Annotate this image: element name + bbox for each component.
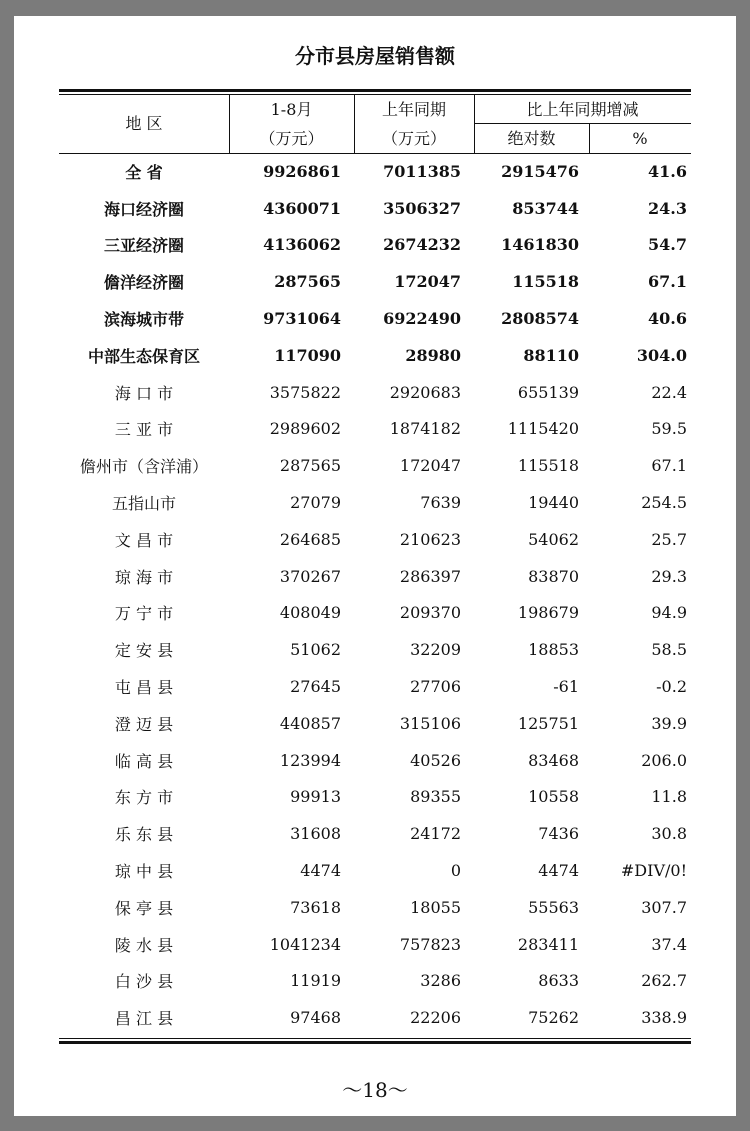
value-percent-change-cell: 67.1 [648,272,687,292]
table-row [59,631,691,668]
value-jan-aug-cell: 27079 [290,493,341,513]
value-prev-year-cell: 89355 [410,787,461,807]
value-percent-change-cell: 40.6 [648,309,687,329]
value-prev-year-cell: 18055 [410,897,461,917]
value-jan-aug-cell: 4474 [300,861,341,881]
top-rule-thin [59,94,691,95]
value-prev-year-cell: 32209 [410,640,461,660]
value-absolute-change-cell: 125751 [517,713,579,733]
value-absolute-change-cell: 54062 [528,529,579,549]
value-percent-change-cell: #DIV/0! [620,861,687,881]
table-row [59,190,691,227]
value-jan-aug-cell: 2989602 [269,419,341,439]
value-prev-year-cell: 3286 [420,971,461,991]
region-cell: 文 昌 市 [114,530,174,550]
region-cell: 海 口 市 [114,383,174,403]
region-cell: 陵 水 县 [114,935,174,955]
table-row [59,742,691,779]
region-cell: 琼 海 市 [114,567,174,587]
value-absolute-change-cell: 4474 [538,861,579,881]
value-prev-year-cell: 28980 [405,345,461,365]
value-absolute-change-cell: 83468 [528,750,579,770]
page-number: ～18～ [342,1078,408,1102]
region-cell: 儋洋经济圈 [103,273,184,293]
value-prev-year-cell: 24172 [410,824,461,844]
value-percent-change-cell: 94.9 [651,603,687,623]
value-absolute-change-cell: 2808574 [501,309,579,329]
value-jan-aug-cell: 11919 [290,971,341,991]
table-row [59,852,691,889]
value-absolute-change-cell: 655139 [517,382,579,402]
region-cell: 三 亚 市 [114,420,174,440]
value-prev-year-cell: 172047 [394,272,461,292]
region-cell: 琼 中 县 [114,862,174,882]
table-row [59,815,691,852]
value-percent-change-cell: 39.9 [651,713,687,733]
region-cell: 屯 昌 县 [114,678,174,698]
value-absolute-change-cell: 1461830 [501,235,579,255]
value-absolute-change-cell: 115518 [512,272,579,292]
region-cell: 海口经济圈 [103,199,184,219]
header-change: 比上年同期增减 [526,100,639,119]
value-jan-aug-cell: 287565 [279,456,341,476]
value-percent-change-cell: 37.4 [651,934,687,954]
top-rule-thick [59,89,691,92]
header-region: 地 区 [125,114,163,133]
region-cell: 保 亭 县 [114,898,174,918]
region-cell: 五指山市 [111,494,176,514]
value-jan-aug-cell: 97468 [290,1008,341,1028]
value-prev-year-cell: 22206 [410,1008,461,1028]
value-absolute-change-cell: 55563 [528,897,579,917]
value-prev-year-cell: 315106 [399,713,461,733]
value-prev-year-cell: 172047 [399,456,461,476]
bottom-rule-thick [59,1041,691,1044]
region-cell: 儋州市（含洋浦） [79,457,208,477]
table-title: 分市县房屋销售额 [295,44,455,68]
value-jan-aug-cell: 3575822 [269,382,341,402]
value-absolute-change-cell: 88110 [523,345,579,365]
table-row [59,374,691,411]
value-absolute-change-cell: 8633 [538,971,579,991]
value-percent-change-cell: 58.5 [651,640,687,660]
value-percent-change-cell: 254.5 [641,493,687,513]
value-absolute-change-cell: 853744 [512,198,579,218]
value-absolute-change-cell: -61 [553,677,579,697]
value-prev-year-cell: 2674232 [383,235,461,255]
value-absolute-change-cell: 83870 [528,566,579,586]
table-row [59,889,691,926]
value-percent-change-cell: 22.4 [651,382,687,402]
table-row [59,484,691,521]
value-prev-year-cell: 210623 [399,529,461,549]
value-jan-aug-cell: 4136062 [263,235,341,255]
value-percent-change-cell: 25.7 [651,529,687,549]
header-col2-line2: （万元） [381,129,446,148]
value-jan-aug-cell: 4360071 [263,198,341,218]
region-cell: 乐 东 县 [114,825,174,845]
value-jan-aug-cell: 123994 [279,750,341,770]
value-absolute-change-cell: 283411 [517,934,579,954]
table-row [59,337,691,374]
table-row [59,227,691,264]
value-percent-change-cell: 41.6 [648,161,687,181]
value-prev-year-cell: 2920683 [389,382,461,402]
table-row [59,521,691,558]
table-row [59,595,691,632]
region-cell: 东 方 市 [114,788,174,808]
value-prev-year-cell: 7011385 [383,161,461,181]
value-absolute-change-cell: 75262 [528,1008,579,1028]
bottom-rule-thin [59,1038,691,1039]
value-jan-aug-cell: 9731064 [263,309,341,329]
region-cell: 临 高 县 [114,751,174,771]
table-row [59,263,691,300]
value-absolute-change-cell: 1115420 [507,419,579,439]
value-jan-aug-cell: 408049 [279,603,341,623]
value-jan-aug-cell: 287565 [274,272,341,292]
header-col1-line2: （万元） [259,129,324,148]
region-cell: 定 安 县 [114,641,174,661]
region-cell: 澄 迈 县 [114,714,174,734]
header-col1-line1: 1-8月 [270,100,313,119]
table-row [59,153,691,190]
data-table-body [59,153,691,1036]
value-jan-aug-cell: 370267 [279,566,341,586]
value-percent-change-cell: 67.1 [651,456,687,476]
value-prev-year-cell: 286397 [399,566,461,586]
value-prev-year-cell: 27706 [410,677,461,697]
value-percent-change-cell: 54.7 [648,235,687,255]
table-row [59,668,691,705]
value-percent-change-cell: 29.3 [651,566,687,586]
header-percent: % [632,129,648,148]
value-jan-aug-cell: 264685 [279,529,341,549]
value-absolute-change-cell: 115518 [517,456,579,476]
value-percent-change-cell: -0.2 [656,677,687,697]
table-row [59,558,691,595]
header-col2-line1: 上年同期 [381,100,446,119]
value-percent-change-cell: 11.8 [651,787,687,807]
table-row [59,447,691,484]
table-row [59,999,691,1036]
value-percent-change-cell: 206.0 [641,750,687,770]
region-cell: 全 省 [125,162,163,182]
value-percent-change-cell: 262.7 [641,971,687,991]
value-jan-aug-cell: 73618 [290,897,341,917]
value-prev-year-cell: 3506327 [383,198,461,218]
value-prev-year-cell: 6922490 [383,309,461,329]
region-cell: 中部生态保育区 [87,346,200,366]
value-jan-aug-cell: 117090 [274,345,341,365]
value-absolute-change-cell: 19440 [528,493,579,513]
value-jan-aug-cell: 99913 [290,787,341,807]
region-cell: 昌 江 县 [114,1009,174,1029]
region-cell: 万 宁 市 [114,604,174,624]
value-absolute-change-cell: 18853 [528,640,579,660]
value-prev-year-cell: 40526 [410,750,461,770]
value-percent-change-cell: 59.5 [651,419,687,439]
value-prev-year-cell: 209370 [399,603,461,623]
table-row [59,926,691,963]
value-prev-year-cell: 1874182 [389,419,461,439]
header-absolute: 绝对数 [507,129,556,148]
value-absolute-change-cell: 198679 [517,603,579,623]
table-row [59,300,691,337]
value-percent-change-cell: 338.9 [641,1008,687,1028]
value-jan-aug-cell: 51062 [290,640,341,660]
value-jan-aug-cell: 1041234 [269,934,341,954]
table-row [59,779,691,816]
region-cell: 三亚经济圈 [103,236,184,256]
value-jan-aug-cell: 27645 [290,677,341,697]
table-row [59,411,691,448]
value-prev-year-cell: 0 [450,861,461,881]
value-jan-aug-cell: 440857 [279,713,341,733]
value-prev-year-cell: 7639 [420,493,461,513]
value-absolute-change-cell: 2915476 [501,161,579,181]
value-absolute-change-cell: 7436 [538,824,579,844]
region-cell: 白 沙 县 [114,972,174,992]
value-jan-aug-cell: 9926861 [263,161,341,181]
value-percent-change-cell: 24.3 [648,198,687,218]
value-percent-change-cell: 30.8 [651,824,687,844]
document-page [14,16,736,1116]
value-percent-change-cell: 304.0 [636,345,687,365]
value-percent-change-cell: 307.7 [641,897,687,917]
region-cell: 滨海城市带 [103,310,184,330]
table-row [59,705,691,742]
value-prev-year-cell: 757823 [399,934,461,954]
value-jan-aug-cell: 31608 [290,824,341,844]
table-row [59,963,691,1000]
value-absolute-change-cell: 10558 [528,787,579,807]
header-subrule [474,123,691,124]
